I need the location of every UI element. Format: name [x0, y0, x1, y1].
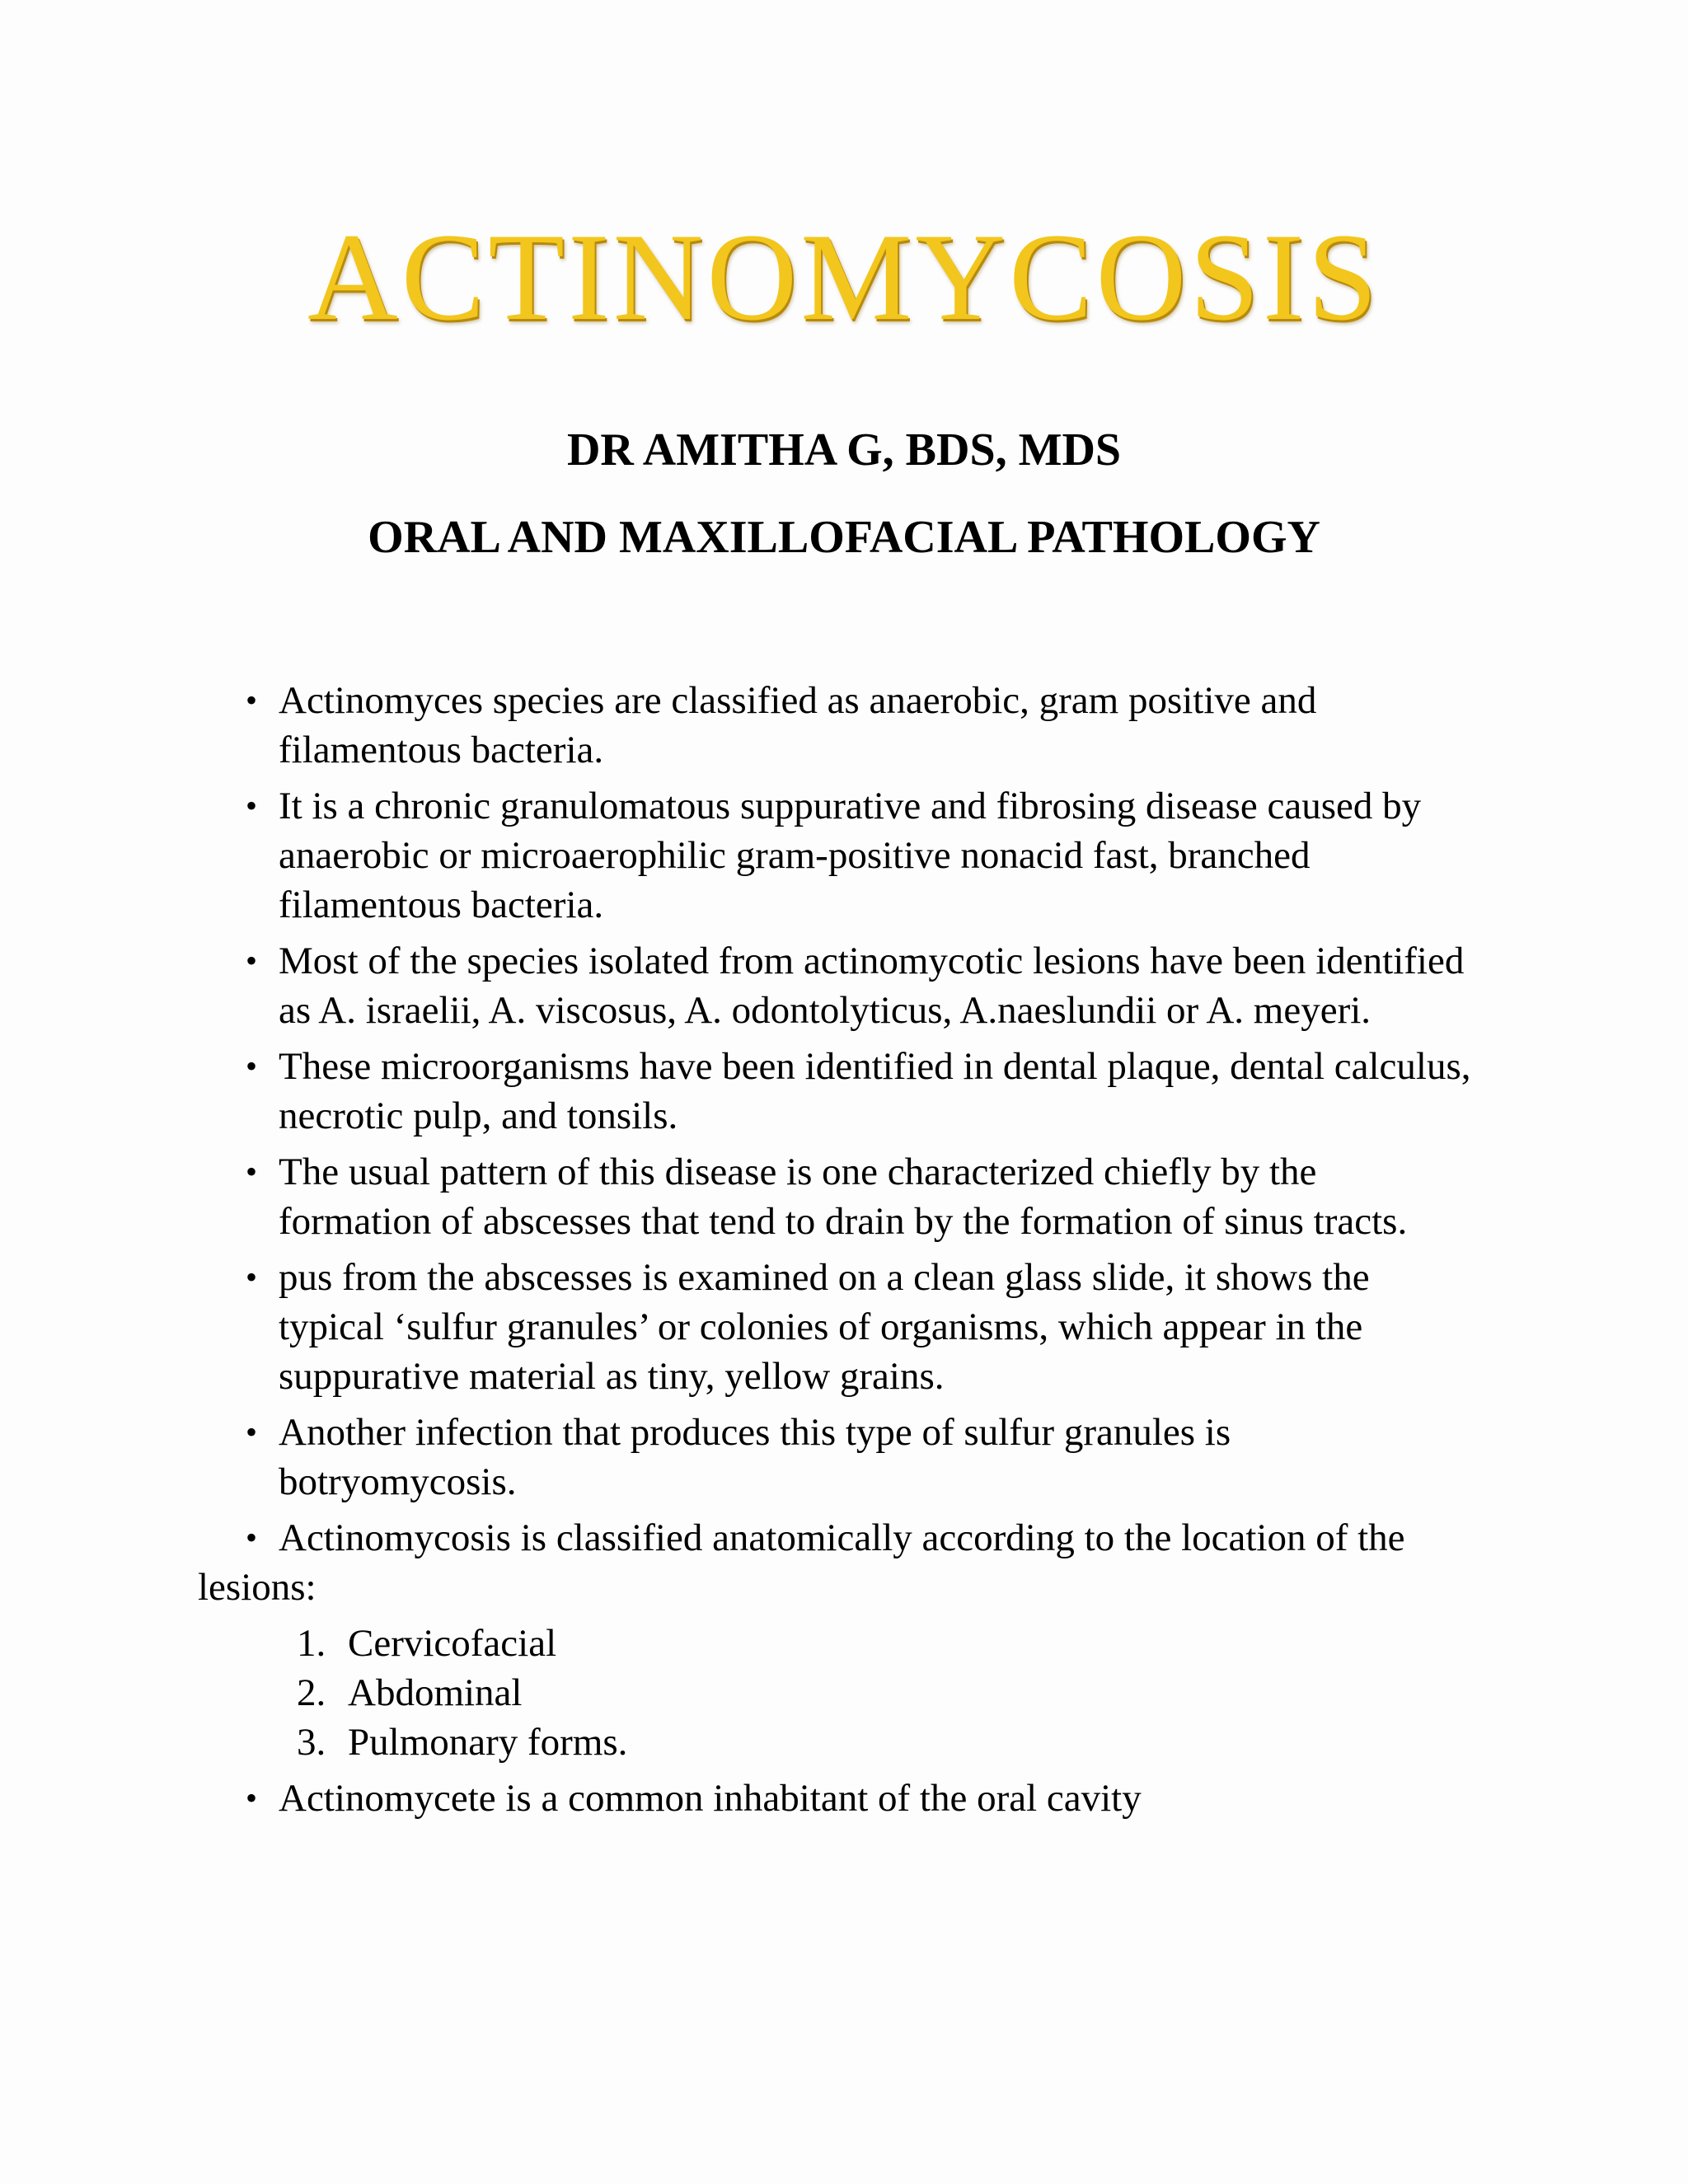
- list-number: 3.: [297, 1721, 326, 1764]
- author-line: DR AMITHA G, BDS, MDS: [566, 424, 1122, 476]
- bullet-text: Most of the species isolated from actinomycotic lesions have been identified as A. israelii, A. viscosus, A. odontolyticus, A.naeslundii or A. meyeri.: [279, 940, 1465, 1032]
- department-line: ORAL AND MAXILLOFACIAL PATHOLOGY: [368, 512, 1320, 563]
- list-number: 1.: [297, 1622, 326, 1665]
- list-item-label: Abdominal: [348, 1671, 523, 1714]
- bullet-item: [198, 1253, 1475, 1401]
- bullet-item: [198, 781, 1475, 930]
- bullet-icon: •: [246, 682, 258, 719]
- bullet-icon: •: [246, 1779, 258, 1816]
- document-title: ACTINOMYCOSIS: [307, 208, 1381, 346]
- bullet-text: pus from the abscesses is examined on a clean glass slide, it shows the typical ‘sulfur granules’ or colonies of organisms, which appear in the suppurative material as tiny, yellow grains.: [279, 1256, 1370, 1398]
- bullet-icon: •: [246, 1519, 258, 1556]
- list-item-label: Pulmonary forms.: [348, 1721, 628, 1764]
- bullet-icon: •: [246, 1153, 258, 1190]
- bullet-icon: •: [246, 1047, 258, 1085]
- bullet-icon: •: [246, 1258, 258, 1296]
- bullet-item: [198, 676, 1475, 775]
- list-item: [198, 1619, 1475, 1668]
- list-item-label: Cervicofacial: [348, 1622, 557, 1665]
- bullet-item: [198, 1042, 1475, 1141]
- bullet-text: Actinomycete is a common inhabitant of the oral cavity: [279, 1777, 1142, 1820]
- list-number: 2.: [297, 1671, 326, 1714]
- list-item: [198, 1718, 1475, 1767]
- bullet-text: Actinomycosis is classified anatomically according to the location of the lesions:: [198, 1516, 1405, 1609]
- bullet-icon: •: [246, 1413, 258, 1451]
- classification-bullet: [198, 1513, 1475, 1612]
- bullet-icon: •: [246, 942, 258, 979]
- bullet-item: [198, 1408, 1475, 1507]
- classification-list: [198, 1619, 1475, 1767]
- bullet-icon: •: [246, 787, 258, 824]
- bullet-text: Actinomyces species are classified as anaerobic, gram positive and filamentous bacteria.: [279, 679, 1317, 771]
- bullet-text: The usual pattern of this disease is one characterized chiefly by the formation of abscesses that tend to drain by the formation of sinus tracts.: [279, 1151, 1408, 1243]
- bullet-text: It is a chronic granulomatous suppurative and fibrosing disease caused by anaerobic or microaerophilic gram-positive nonacid fast, branched filamentous bacteria.: [279, 785, 1422, 926]
- bullet-text: Another infection that produces this type of sulfur granules is botryomycosis.: [279, 1411, 1231, 1503]
- bullet-text: These microorganisms have been identified in dental plaque, dental calculus, necrotic pulp, and tonsils.: [279, 1045, 1471, 1137]
- bullet-item: [198, 1774, 1475, 1823]
- bullet-content: [198, 676, 1475, 1830]
- bullet-item: [198, 1147, 1475, 1246]
- bullet-item: [198, 936, 1475, 1035]
- list-item: [198, 1668, 1475, 1718]
